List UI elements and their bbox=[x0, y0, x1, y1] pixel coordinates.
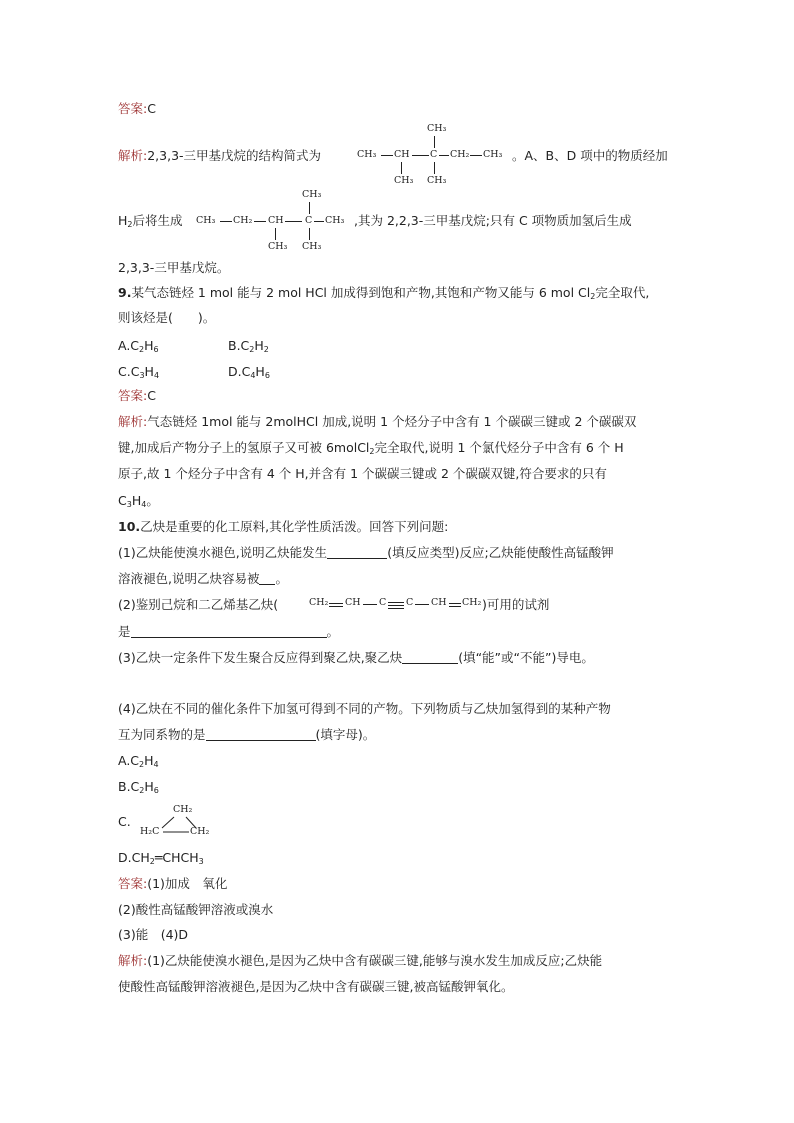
analysis-text: H bbox=[131, 493, 142, 508]
question-text: (1)乙炔能使溴水褪色,说明乙炔能发生 bbox=[118, 545, 328, 560]
question-text: 是 bbox=[118, 624, 131, 639]
q8-analysis-line-3 bbox=[118, 259, 229, 277]
option-text: D.CH bbox=[118, 850, 150, 865]
subscript: 6 bbox=[153, 786, 159, 795]
question-text: 互为同系物的是 bbox=[118, 727, 206, 742]
answer-blank-4[interactable] bbox=[402, 650, 458, 664]
answer-text: (1)加成 氧化 bbox=[147, 876, 228, 891]
formula-atom: CH₂ bbox=[450, 149, 470, 160]
subscript: 4 bbox=[153, 371, 160, 380]
subscript: 6 bbox=[153, 345, 159, 354]
q9-stem-line-2 bbox=[118, 309, 215, 327]
subscript: 3 bbox=[139, 371, 145, 380]
q10-option-c[interactable] bbox=[118, 813, 131, 831]
subscript: 4 bbox=[250, 371, 256, 380]
question-text: (填字母)。 bbox=[315, 727, 376, 742]
formula-atom: CH₂ bbox=[173, 804, 193, 815]
q10-stem bbox=[118, 518, 448, 536]
question-text: )可用的试剂 bbox=[482, 597, 550, 612]
subscript: 2 bbox=[127, 220, 133, 229]
q8-analysis-line-2 bbox=[118, 212, 183, 234]
analysis-text: H bbox=[118, 213, 128, 228]
analysis-text: 。 bbox=[146, 493, 159, 508]
q8-analysis-line-1-end bbox=[512, 147, 668, 165]
formula-atom: CH₃ bbox=[196, 215, 216, 226]
cyclopropane-formula bbox=[140, 804, 220, 840]
option-text: H bbox=[144, 364, 154, 379]
formula-atom: CH₃ bbox=[483, 149, 503, 160]
answer-text: (3)能 (4)D bbox=[118, 927, 189, 942]
formula-atom: C bbox=[305, 215, 313, 226]
q8-analysis-line-1 bbox=[118, 147, 321, 165]
question-number: 10. bbox=[118, 519, 141, 534]
formula-atom: CH₂ bbox=[190, 826, 210, 837]
analysis-label: 解析: bbox=[118, 953, 148, 968]
subscript: 2 bbox=[249, 345, 255, 354]
subscript: 2 bbox=[263, 345, 269, 354]
question-text: (2)鉴别己烷和二乙烯基乙炔( bbox=[118, 597, 279, 612]
formula-bottom-group: CH₃ bbox=[268, 241, 288, 252]
divinylacetylene-formula bbox=[309, 597, 481, 613]
q10-part-2-line-1 bbox=[118, 596, 278, 614]
formula-atom: CH₂ bbox=[233, 215, 253, 226]
option-text: ═ bbox=[154, 850, 163, 865]
formula-bottom-group: CH₃ bbox=[427, 175, 447, 186]
analysis-label: 解析: bbox=[118, 414, 148, 429]
option-text: H bbox=[144, 779, 154, 794]
q9-answer bbox=[118, 387, 156, 405]
subscript: 3 bbox=[126, 500, 132, 509]
q9-option-b[interactable] bbox=[228, 337, 269, 359]
option-text: C.C bbox=[118, 364, 140, 379]
formula-bottom-group: CH₃ bbox=[302, 241, 322, 252]
formula-atom: CH bbox=[345, 597, 361, 608]
q10-part-1-line-1 bbox=[118, 544, 614, 562]
analysis-text: 气态链烃 1mol 能与 2molHCl 加成,说明 1 个烃分子中含有 1 个碳碳三键或 2 个碳碳双 bbox=[147, 414, 637, 429]
answer-blank-5[interactable] bbox=[206, 727, 316, 741]
subscript: 4 bbox=[153, 760, 159, 769]
analysis-text: 键,加成后产物分子上的氢原子又可被 6molCl bbox=[118, 440, 370, 455]
question-text: (填“能”或“不能”)导电。 bbox=[458, 650, 594, 665]
formula-top-group: CH₃ bbox=[427, 123, 447, 134]
answer-label: 答案: bbox=[118, 388, 148, 403]
q8-analysis-line-2-end bbox=[354, 212, 632, 230]
q10-part-2-line-2 bbox=[118, 623, 339, 641]
analysis-text: ,其为 2,2,3-三甲基戊烷;只有 C 项物质加氢后生成 bbox=[354, 213, 632, 228]
option-text: D.C bbox=[228, 364, 251, 379]
answer-value: C bbox=[147, 101, 156, 116]
formula-top-group: CH₃ bbox=[302, 189, 322, 200]
formula-atom: C bbox=[379, 597, 387, 608]
answer-blank-2[interactable] bbox=[259, 571, 275, 585]
q10-option-d[interactable] bbox=[118, 849, 204, 871]
q9-analysis-line-3 bbox=[118, 465, 607, 483]
question-text: 则该烃是( )。 bbox=[118, 310, 216, 325]
q10-answer-line-1 bbox=[118, 875, 227, 893]
option-text: B.C bbox=[118, 779, 140, 794]
question-text: (3)乙炔一定条件下发生聚合反应得到聚乙炔,聚乙炔 bbox=[118, 650, 403, 665]
analysis-text: 使酸性高锰酸钾溶液褪色,是因为乙炔中含有碳碳三键,被高锰酸钾氧化。 bbox=[118, 979, 514, 994]
q8-answer bbox=[118, 100, 156, 118]
answer-text: (2)酸性高锰酸钾溶液或溴水 bbox=[118, 902, 274, 917]
q10-part-3 bbox=[118, 649, 594, 667]
structural-formula-2 bbox=[196, 186, 356, 256]
option-text: H bbox=[255, 364, 265, 379]
structural-formula-1 bbox=[357, 120, 517, 190]
formula-atom: CH bbox=[394, 149, 410, 160]
analysis-text: 2,3,3-三甲基戊烷的结构简式为 bbox=[147, 148, 322, 163]
q10-part-2-line-1-end bbox=[482, 596, 549, 614]
analysis-text: 2,3,3-三甲基戊烷。 bbox=[118, 260, 230, 275]
question-text: 完全取代, bbox=[595, 285, 650, 300]
subscript: 3 bbox=[198, 857, 204, 866]
answer-blank-1[interactable] bbox=[327, 545, 387, 559]
question-number: 9. bbox=[118, 285, 132, 300]
question-text: 溶液褪色,说明乙炔容易被 bbox=[118, 571, 260, 586]
question-text: (4)乙炔在不同的催化条件下加氢可得到不同的产物。下列物质与乙炔加氢得到的某种产物 bbox=[118, 701, 611, 716]
subscript: 6 bbox=[264, 371, 270, 380]
formula-atom: CH bbox=[431, 597, 447, 608]
answer-value: C bbox=[147, 388, 156, 403]
analysis-text: 原子,故 1 个烃分子中含有 4 个 H,并含有 1 个碳碳三键或 2 个碳碳双键,符合要求的只有 bbox=[118, 466, 607, 481]
answer-label: 答案: bbox=[118, 101, 148, 116]
q9-option-c[interactable] bbox=[118, 363, 159, 385]
analysis-text: (1)乙炔能使溴水褪色,是因为乙炔中含有碳碳三键,能够与溴水发生加成反应;乙炔能 bbox=[147, 953, 603, 968]
q10-part-1-line-2 bbox=[118, 570, 288, 588]
analysis-label: 解析: bbox=[118, 148, 148, 163]
option-text: H bbox=[144, 338, 154, 353]
question-text: 。 bbox=[275, 571, 288, 586]
q9-stem-line-1 bbox=[118, 284, 649, 306]
option-text: A.C bbox=[118, 753, 140, 768]
subscript: 2 bbox=[369, 447, 375, 456]
formula-atom: CH₃ bbox=[357, 149, 377, 160]
formula-atom: CH₃ bbox=[325, 215, 345, 226]
q9-analysis-line-4 bbox=[118, 492, 159, 514]
subscript: 2 bbox=[139, 345, 145, 354]
analysis-text: 后将生成 bbox=[132, 213, 183, 228]
formula-bottom-group: CH₃ bbox=[394, 175, 414, 186]
analysis-text: 。A、B、D 项中的物质经加 bbox=[512, 148, 668, 163]
answer-blank-3[interactable] bbox=[131, 624, 327, 638]
subscript: 2 bbox=[149, 857, 155, 866]
q10-analysis-line-2 bbox=[118, 978, 513, 996]
formula-atom: CH₂ bbox=[309, 597, 329, 608]
formula-atom: C bbox=[406, 597, 414, 608]
q9-option-d[interactable] bbox=[228, 363, 270, 385]
q10-part-4-line-2 bbox=[118, 726, 375, 744]
analysis-text: C bbox=[118, 493, 127, 508]
q10-answer-line-2 bbox=[118, 901, 273, 919]
question-text: (填反应类型)反应;乙炔能使酸性高锰酸钾 bbox=[387, 545, 614, 560]
question-text: 某气态链烃 1 mol 能与 2 mol HCl 加成得到饱和产物,其饱和产物又能与 6 mol Cl bbox=[131, 285, 591, 300]
q10-option-b[interactable] bbox=[118, 778, 159, 800]
q10-part-4-line-1 bbox=[118, 700, 611, 718]
q10-answer-line-3 bbox=[118, 926, 188, 944]
q9-analysis-line-2 bbox=[118, 439, 624, 461]
answer-label: 答案: bbox=[118, 876, 148, 891]
formula-atom: C bbox=[430, 149, 438, 160]
option-text: C. bbox=[118, 814, 131, 829]
formula-atom: CH₂ bbox=[462, 597, 482, 608]
formula-atom: H₂C bbox=[140, 826, 160, 837]
q10-option-a[interactable] bbox=[118, 752, 159, 774]
q9-option-a[interactable] bbox=[118, 337, 159, 359]
option-text: B.C bbox=[228, 338, 250, 353]
option-text: H bbox=[254, 338, 264, 353]
q9-analysis-line-1 bbox=[118, 413, 636, 431]
option-text: CHCH bbox=[162, 850, 199, 865]
analysis-text: 完全取代,说明 1 个氯代烃分子中含有 6 个 H bbox=[374, 440, 624, 455]
subscript: 4 bbox=[141, 500, 147, 509]
formula-atom: CH bbox=[268, 215, 284, 226]
subscript: 2 bbox=[139, 760, 145, 769]
question-text: 乙炔是重要的化工原料,其化学性质活泼。回答下列问题: bbox=[140, 519, 449, 534]
question-text: 。 bbox=[326, 624, 340, 639]
q10-analysis-line-1 bbox=[118, 952, 602, 970]
subscript: 2 bbox=[590, 292, 596, 301]
option-text: A.C bbox=[118, 338, 140, 353]
option-text: H bbox=[144, 753, 154, 768]
subscript: 2 bbox=[139, 786, 145, 795]
